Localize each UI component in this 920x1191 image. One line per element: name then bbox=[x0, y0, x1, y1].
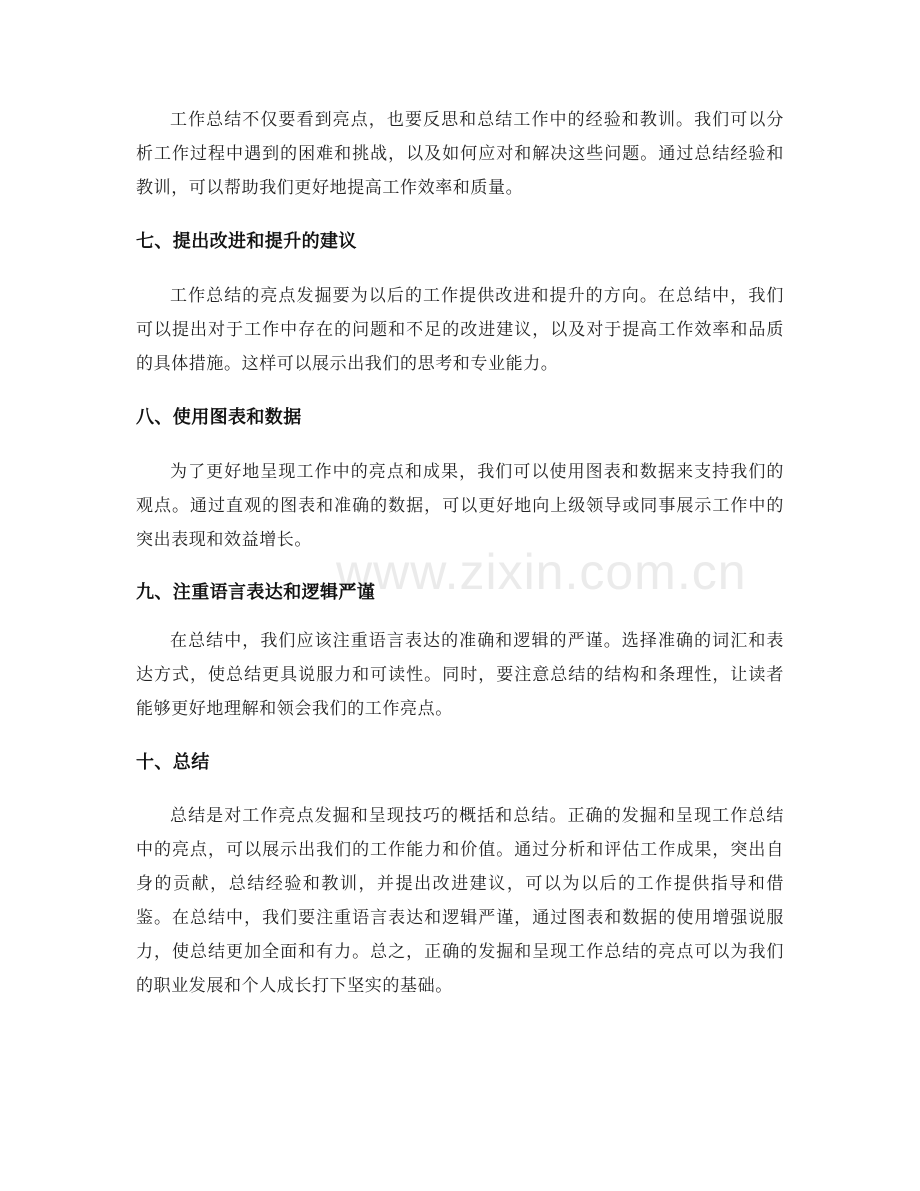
paragraph-summary: 总结是对工作亮点发掘和呈现技巧的概括和总结。正确的发掘和呈现工作总结中的亮点，可以展示出我们的工作能力和价值。通过分析和评估工作成果，突出自身的贡献，总结经验和教训，并提出改进建议，可以为以后的工作提供指导和借鉴。在总结中，我们要注重语言表达和逻辑严谨，通过图表和数据的使用增强说服力，使总结更加全面和有力。总之，正确的发掘和呈现工作总结的亮点可以为我们的职业发展和个人成长打下坚实的基础。 bbox=[136, 806, 784, 996]
paragraph-charts: 为了更好地呈现工作中的亮点和成果，我们可以使用图表和数据来支持我们的观点。通过直观的图表和准确的数据，可以更好地向上级领导或同事展示工作中的突出表现和效益增长。 bbox=[136, 462, 784, 550]
paragraph-improvement: 工作总结的亮点发掘要为以后的工作提供改进和提升的方向。在总结中，我们可以提出对于工作中存在的问题和不足的改进建议，以及对于提高工作效率和品质的具体措施。这样可以展示出我们的思考和专业能力。 bbox=[136, 286, 784, 374]
watermark: www.zixin.com.cn bbox=[336, 544, 747, 600]
heading-section-7: 七、提出改进和提升的建议 bbox=[136, 231, 357, 252]
heading-section-8: 八、使用图表和数据 bbox=[136, 407, 302, 428]
heading-section-10: 十、总结 bbox=[136, 752, 210, 773]
paragraph-experience: 工作总结不仅要看到亮点，也要反思和总结工作中的经验和教训。我们可以分析工作过程中遇到的困难和挑战，以及如何应对和解决这些问题。通过总结经验和教训，可以帮助我们更好地提高工作效率和质量。 bbox=[136, 110, 784, 198]
heading-section-9: 九、注重语言表达和逻辑严谨 bbox=[136, 582, 376, 603]
paragraph-language: 在总结中，我们应该注重语言表达的准确和逻辑的严谨。选择准确的词汇和表达方式，使总结更具说服力和可读性。同时，要注意总结的结构和条理性，让读者能够更好地理解和领会我们的工作亮点。 bbox=[136, 631, 784, 719]
